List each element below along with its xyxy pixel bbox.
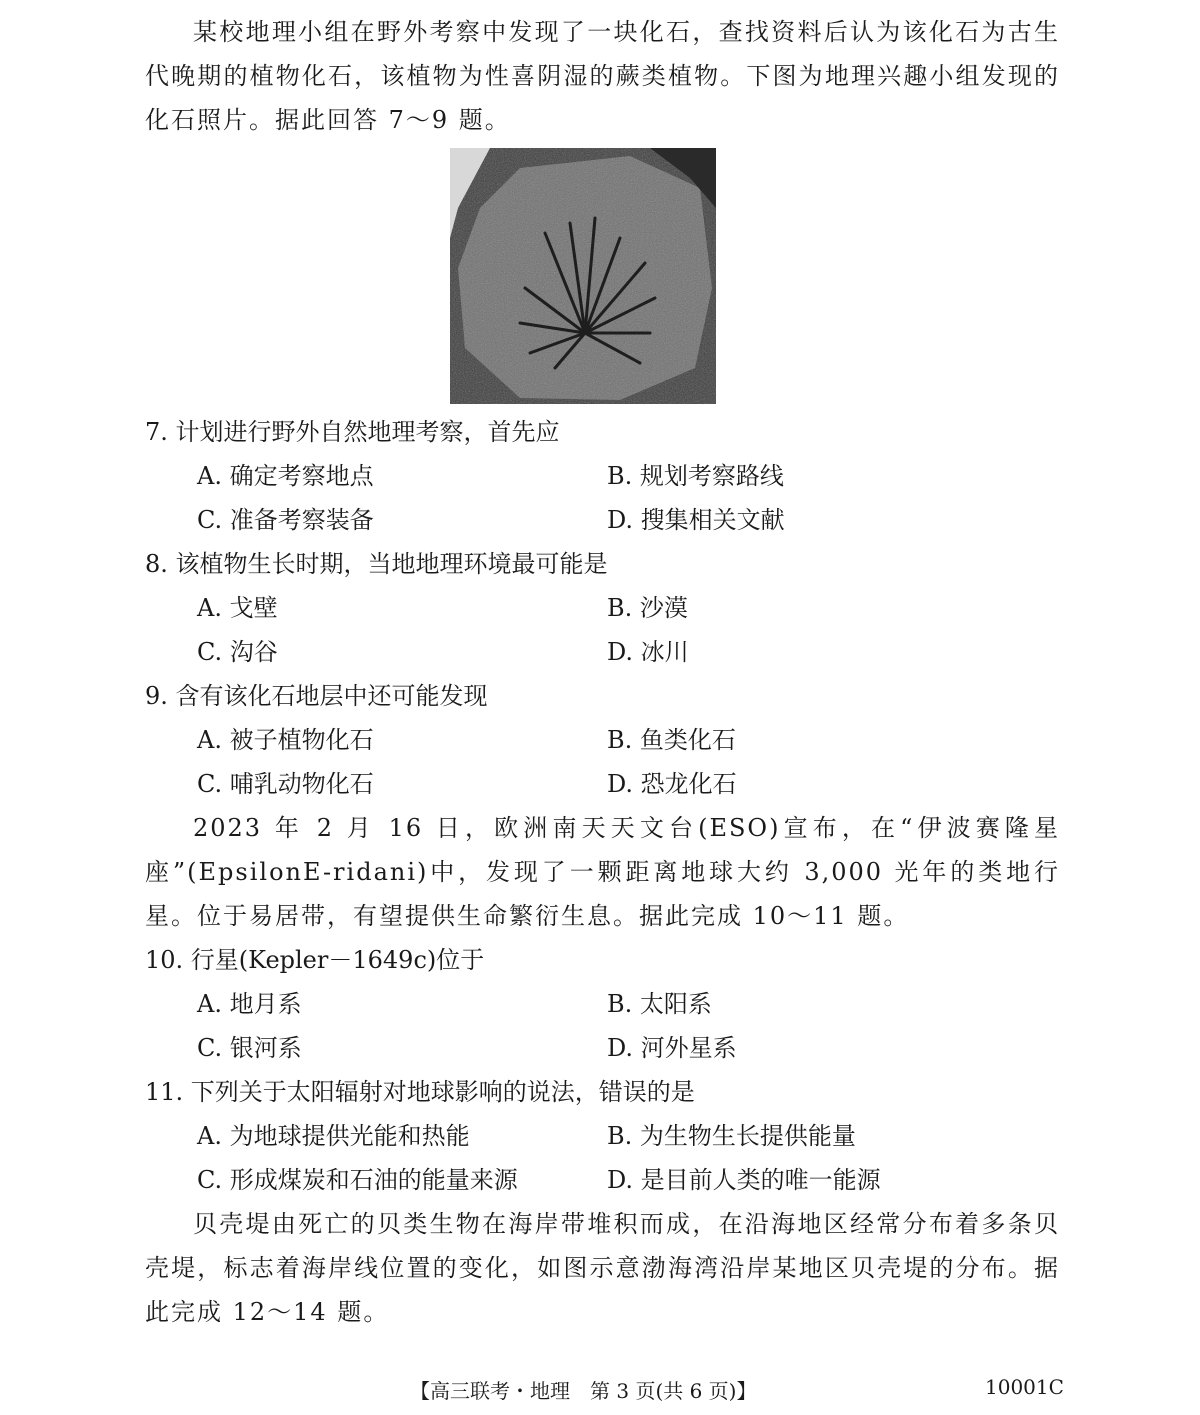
footer-code: 10001C — [985, 1375, 1064, 1399]
question-10-options-row2 — [145, 1026, 1060, 1070]
option-7a: A. 确定考察地点 — [197, 462, 374, 490]
question-8-options-row2 — [145, 630, 1060, 674]
option-7b: B. 规划考察路线 — [607, 462, 784, 490]
question-11-options-row2 — [145, 1158, 1060, 1202]
question-9-stem: 9. 含有该化石地层中还可能发现 — [145, 682, 488, 710]
question-9-options-row1 — [145, 718, 1060, 762]
option-11c: C. 形成煤炭和石油的能量来源 — [197, 1166, 518, 1194]
option-9b: B. 鱼类化石 — [607, 726, 736, 754]
option-10c: C. 银河系 — [197, 1034, 302, 1062]
option-8c: C. 沟谷 — [197, 638, 278, 666]
option-8d: D. 冰川 — [607, 638, 689, 666]
option-8a: A. 戈壁 — [197, 594, 278, 622]
question-10-stem: 10. 行星(Kepler－1649c)位于 — [145, 946, 485, 974]
option-9c: C. 哺乳动物化石 — [197, 770, 374, 798]
passage-planet-intro: 2023 年 2 月 16 日，欧洲南天天文台(ESO)宣布，在“伊波赛隆星座”(EpsilonE-ridani)中，发现了一颗距离地球大约 3,000 光年的类地行星。位于易居带，有望提供生命繁衍生息。据此完成 10～11 题。 — [145, 814, 1060, 930]
passage-shell-ridge-intro: 贝壳堤由死亡的贝类生物在海岸带堆积而成，在沿海地区经常分布着多条贝壳堤，标志着海岸线位置的变化，如图示意渤海湾沿岸某地区贝壳堤的分布。据此完成 12～14 题。 — [145, 1210, 1060, 1326]
option-9a: A. 被子植物化石 — [197, 726, 374, 754]
fossil-photo-image — [450, 148, 716, 404]
footer-title: 【高三联考・地理 第 3 页(共 6 页)】 — [410, 1379, 757, 1403]
option-11a: A. 为地球提供光能和热能 — [197, 1122, 470, 1150]
option-11b: B. 为生物生长提供能量 — [607, 1122, 856, 1150]
question-10-options-row1 — [145, 982, 1060, 1026]
option-10a: A. 地月系 — [197, 990, 302, 1018]
question-8-options-row1 — [145, 586, 1060, 630]
option-9d: D. 恐龙化石 — [607, 770, 737, 798]
option-11d: D. 是目前人类的唯一能源 — [607, 1166, 881, 1194]
exam-page — [145, 10, 1060, 1334]
question-11-stem: 11. 下列关于太阳辐射对地球影响的说法，错误的是 — [145, 1078, 695, 1106]
question-11-options-row1 — [145, 1114, 1060, 1158]
option-10d: D. 河外星系 — [607, 1034, 737, 1062]
page-footer — [0, 1375, 1200, 1415]
question-9-options-row2 — [145, 762, 1060, 806]
option-8b: B. 沙漠 — [607, 594, 688, 622]
question-8-stem: 8. 该植物生长时期，当地地理环境最可能是 — [145, 550, 608, 578]
option-7c: C. 准备考察装备 — [197, 506, 374, 534]
question-7-options-row1 — [145, 454, 1060, 498]
question-7-stem: 7. 计划进行野外自然地理考察，首先应 — [145, 418, 560, 446]
question-7-options-row2 — [145, 498, 1060, 542]
passage-fossil-intro: 某校地理小组在野外考察中发现了一块化石，查找资料后认为该化石为古生代晚期的植物化石，该植物为性喜阴湿的蕨类植物。下图为地理兴趣小组发现的化石照片。据此回答 7～9 题。 — [145, 18, 1060, 134]
option-7d: D. 搜集相关文献 — [607, 506, 785, 534]
fossil-photo — [450, 148, 716, 404]
option-10b: B. 太阳系 — [607, 990, 712, 1018]
